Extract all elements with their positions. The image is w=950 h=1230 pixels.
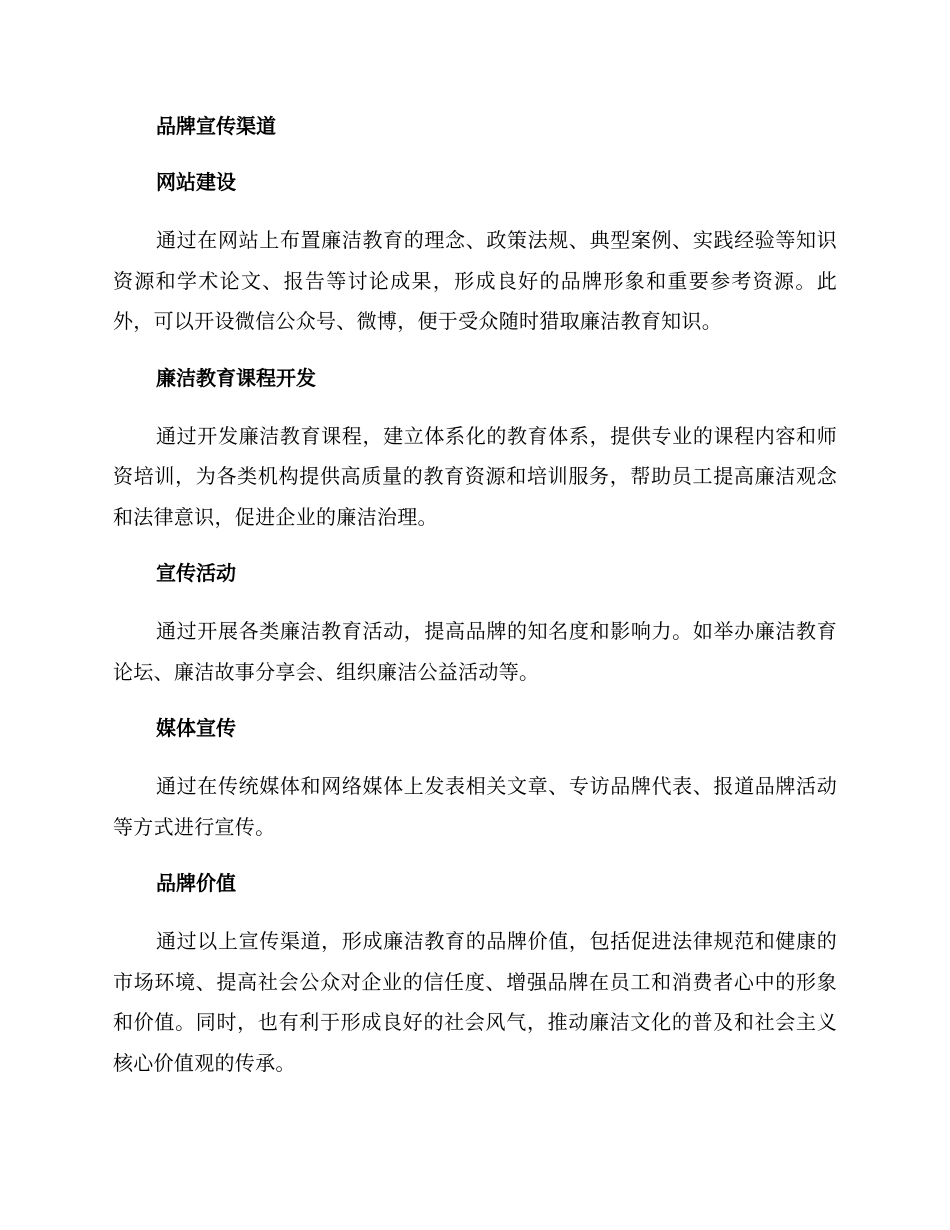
document-title: 品牌宣传渠道 xyxy=(156,114,276,138)
section-body-brand-value: 通过以上宣传渠道，形成廉洁教育的品牌价值，包括促进法律规范和健康的市场环境、提高社会公众对企业的信任度、增强品牌在员工和消费者心中的形象和价值。同时，也有利于形成良好的社会风气，推动廉洁文化的普及和社会主义核心价值观的传承。 xyxy=(113,929,837,1075)
section-body-course: 通过开发廉洁教育课程，建立体系化的教育体系，提供专业的课程内容和师资培训，为各类机构提供高质量的教育资源和培训服务，帮助员工提高廉洁观念和法律意识，促进企业的廉洁治理。 xyxy=(113,423,837,529)
section-body-activities: 通过开展各类廉洁教育活动，提高品牌的知名度和影响力。如举办廉洁教育论坛、廉洁故事分享会、组织廉洁公益活动等。 xyxy=(113,619,837,684)
section-heading-media: 媒体宣传 xyxy=(156,716,236,740)
section-heading-website: 网站建设 xyxy=(156,170,236,194)
section-heading-brand-value: 品牌价值 xyxy=(156,871,236,895)
section-body-media: 通过在传统媒体和网络媒体上发表相关文章、专访品牌代表、报道品牌活动等方式进行宣传。 xyxy=(113,774,837,839)
section-body-website: 通过在网站上布置廉洁教育的理念、政策法规、典型案例、实践经验等知识资源和学术论文、报告等讨论成果，形成良好的品牌形象和重要参考资源。此外，可以开设微信公众号、微博，便于受众随时猎取廉洁教育知识。 xyxy=(113,228,837,333)
document-page xyxy=(113,108,837,1101)
section-heading-activities: 宣传活动 xyxy=(156,561,236,585)
section-heading-course: 廉洁教育课程开发 xyxy=(156,365,316,390)
